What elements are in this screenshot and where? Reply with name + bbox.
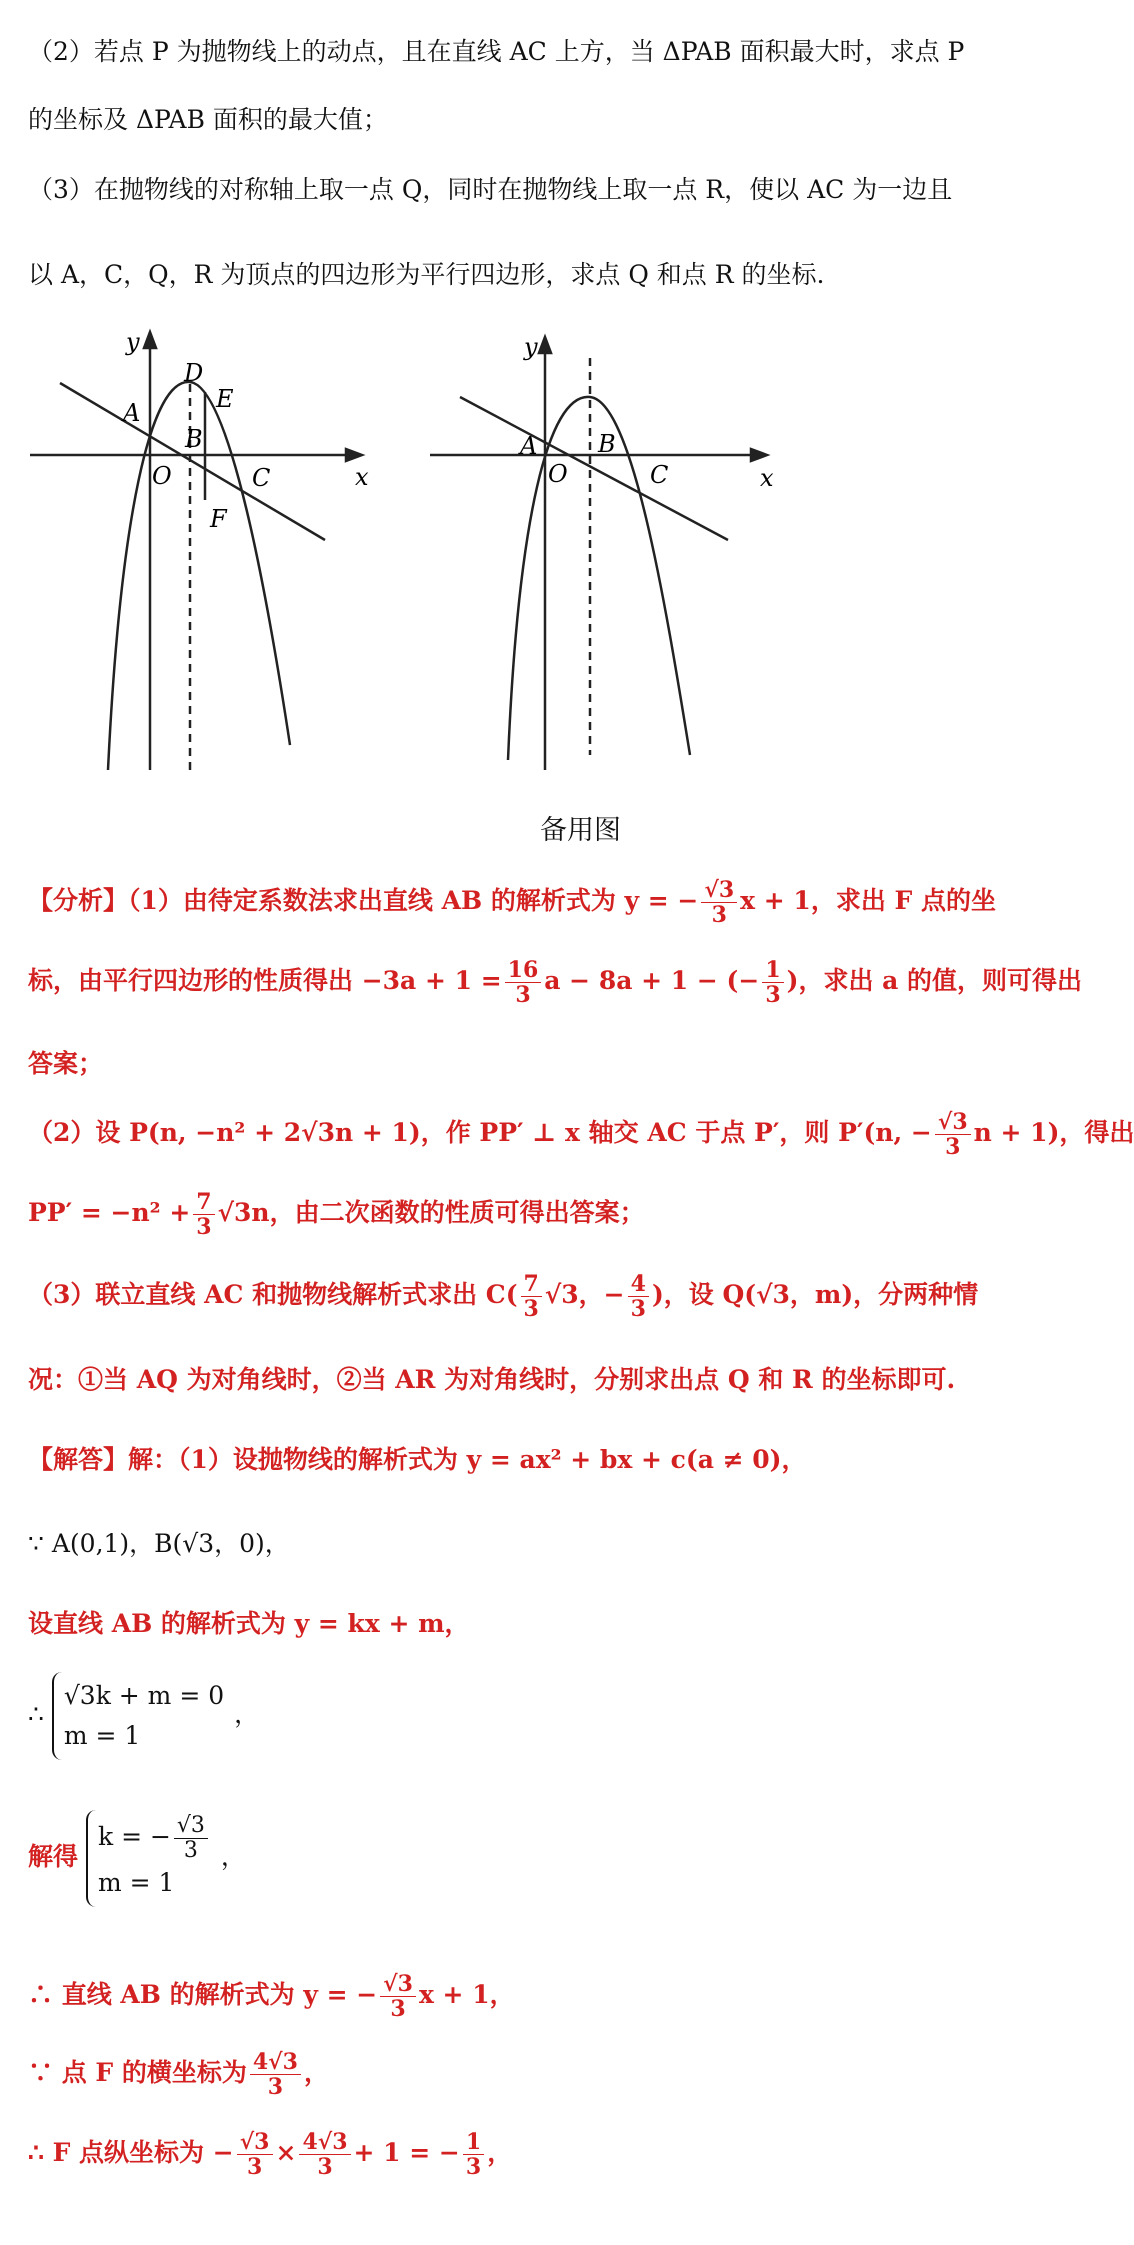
analysis-line3: 答案；: [28, 1049, 104, 1078]
fraction: $\frac{4}{3}$: [628, 1272, 649, 1321]
fig1-x-arrow: [346, 449, 362, 461]
solution-line6: ∴ 直线 AB 的解析式为 y = − $\frac{√3}{3}$ x + 1，: [28, 1971, 515, 2023]
fraction: $\frac{√3}{3}$: [380, 1972, 416, 2021]
analysis-line4: （2）设 P(n, −n² + 2√3n + 1)，作 PP′ ⊥ x 轴交 AC 于点 P′，则 P′(n, − $\frac{√3}{3}$ n + 1)，得出: [28, 1109, 1134, 1161]
fig1-label-f: F: [210, 505, 227, 533]
fig2-label-o: O: [548, 460, 568, 488]
analysis-line7: 况：①当 AQ 为对角线时，②当 AR 为对角线时，分别求出点 Q 和 R 的坐标即可.: [28, 1365, 956, 1394]
fig2-label-b: B: [598, 430, 616, 458]
fig1-label-b: B: [185, 425, 203, 453]
analysis-line5: PP′ = −n² + $\frac{7}{3}$ √3n，由二次函数的性质可得出答案；: [28, 1189, 645, 1241]
problem-part3-line2: 以 A，C，Q，R 为顶点的四边形为平行四边形，求点 Q 和点 R 的坐标.: [28, 260, 825, 289]
solution-line7: ∵ 点 F 的横坐标为 $\frac{4√3}{3}$ ，: [28, 2049, 329, 2101]
solution-line2: ∵ A(0,1)，B(√3，0)，: [28, 1529, 290, 1558]
solution-line5-system: 解得 k = − $\frac{√3}{3}$ m = 1 ，: [28, 1810, 246, 1907]
fraction: $\frac{√3}{3}$: [935, 1110, 971, 1159]
fig1-label-y: y: [126, 328, 140, 356]
fig2-label-x: x: [760, 464, 774, 492]
solution-tag: 【解答】: [28, 1445, 129, 1474]
fig1-line-ac: [60, 383, 325, 540]
fraction: $\frac{√3}{3}$: [237, 2130, 273, 2179]
fig1-label-c: C: [252, 464, 271, 492]
fig1-label-x: x: [355, 463, 369, 491]
fig2-x-arrow: [751, 449, 767, 461]
fig1-label-d: D: [184, 359, 204, 387]
fig1-label-e: E: [216, 385, 234, 413]
problem-part2-line2: 的坐标及 ΔPAB 面积的最大值；: [28, 105, 388, 134]
problem-part3-line1: （3）在抛物线的对称轴上取一点 Q，同时在抛物线上取一点 R，使以 AC 为一边且: [28, 175, 953, 204]
analysis-line2: 标，由平行四边形的性质得出 −3a + 1 = $\frac{16}{3}$ a − 8a + 1 − (− $\frac{1}{3}$ )，求出 a 的值，则可得出: [28, 957, 1083, 1009]
solution-line8: ∴ F 点纵坐标为 − $\frac{√3}{3}$ × $\frac{4√3}{3}$ + 1 = − $\frac{1}{3}$ ，: [28, 2129, 513, 2181]
fraction: $\frac{7}{3}$: [521, 1272, 542, 1321]
fig1-y-arrow: [144, 332, 156, 348]
fraction: $\frac{4√3}{3}$: [299, 2130, 350, 2179]
fraction: $\frac{√3}{3}$: [174, 1814, 208, 1863]
fraction: $\frac{1}{3}$: [463, 2130, 484, 2179]
fig1-label-o: O: [152, 462, 172, 490]
fig1-label-a: A: [123, 399, 141, 427]
fraction: $\frac{7}{3}$: [193, 1190, 214, 1239]
parabola-figure-main: [0, 0, 1058, 800]
solution-line3: 设直线 AB 的解析式为 y = kx + m，: [28, 1609, 470, 1638]
fig2-y-arrow: [539, 337, 551, 353]
equation-system: k = − $\frac{√3}{3}$ m = 1: [86, 1810, 221, 1907]
fraction: $\frac{1}{3}$: [762, 958, 783, 1007]
fraction: $\frac{√3}{3}$: [701, 878, 737, 927]
problem-part2-line1: （2）若点 P 为抛物线上的动点，且在直线 AC 上方，当 ΔPAB 面积最大时，求点 P: [28, 37, 965, 66]
analysis-line6: （3）联立直线 AC 和抛物线解析式求出 C( $\frac{7}{3}$ √3，− $\frac{4}{3}$ )，设 Q(√3，m)，分两种情: [28, 1271, 979, 1323]
fraction: $\frac{4√3}{3}$: [250, 2050, 301, 2099]
fig2-label-c: C: [650, 461, 669, 489]
analysis-tag: 【分析】: [28, 886, 129, 916]
fig2-label-a: A: [520, 432, 538, 460]
equation-system: √3k + m = 0 m = 1: [52, 1672, 234, 1760]
solution-line1: 【解答】解：（1）设抛物线的解析式为 y = ax² + bx + c(a ≠ 0)，: [28, 1445, 807, 1474]
fig2-line-ac: [460, 397, 728, 540]
analysis-line1: 【分析】（1）由待定系数法求出直线 AB 的解析式为 y = − $\frac{√3}{3}$ x + 1，求出 F 点的坐: [28, 877, 996, 929]
fig2-label-y: y: [524, 333, 538, 361]
solution-line4-system: ∴ √3k + m = 0 m = 1 ，: [28, 1672, 259, 1760]
fraction: $\frac{16}{3}$: [505, 958, 542, 1007]
figure-caption: 备用图: [540, 815, 621, 846]
